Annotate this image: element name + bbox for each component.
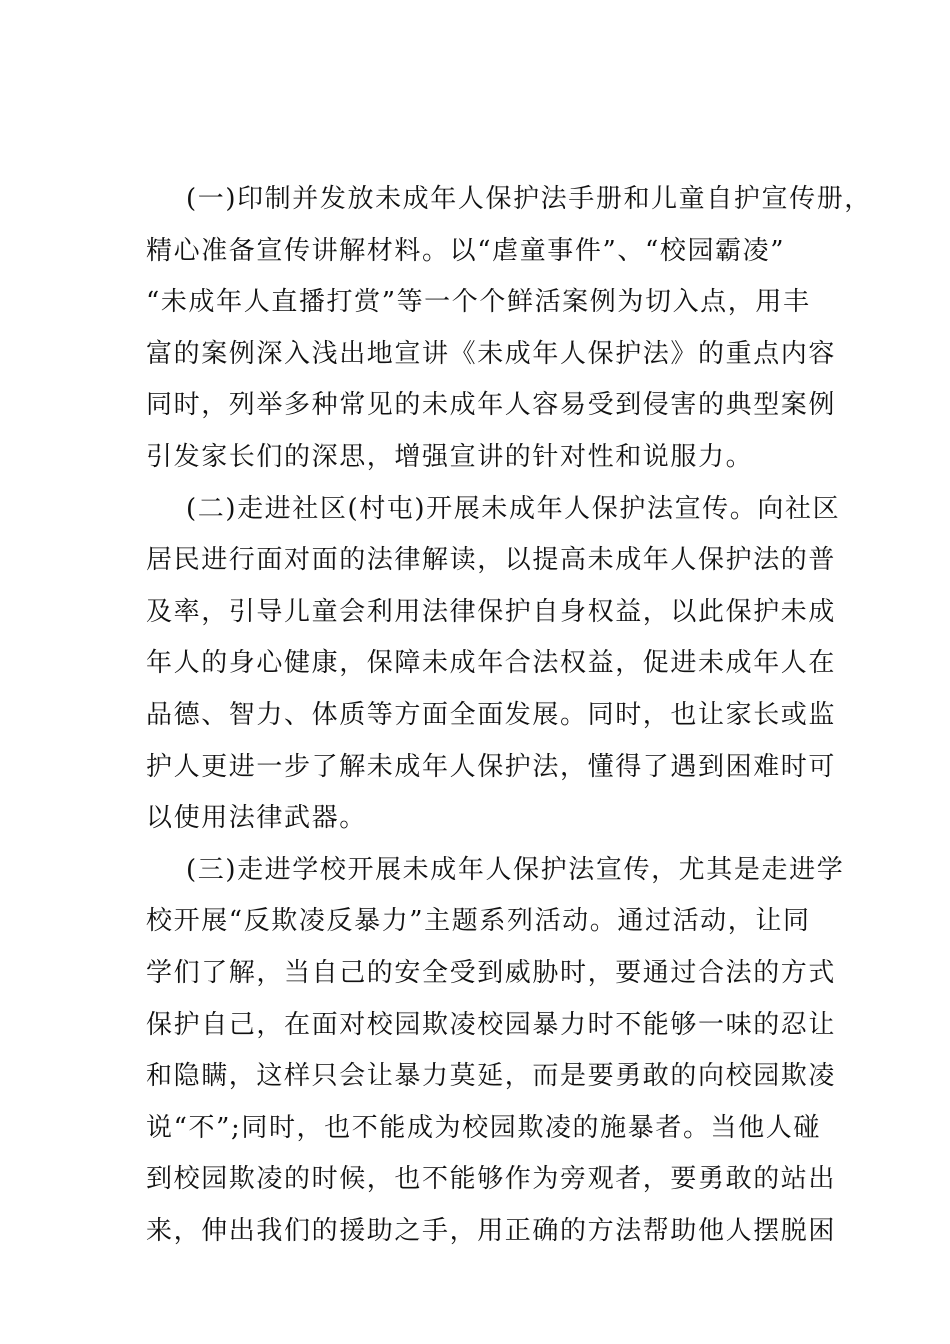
text-line: 同时，列举多种常见的未成年人容易受到侵害的典型案例 — [146, 390, 837, 421]
document-body — [146, 174, 872, 1257]
paragraph-3 — [146, 845, 845, 1258]
text-line: 精心准备宣传讲解材料。以“虐童事件”、“校园霸凌” — [146, 235, 786, 266]
text-line: 到校园欺凌的时候，也不能够作为旁观者，要勇敢的站出 — [146, 1164, 837, 1195]
text-line: “未成年人直播打赏”等一个个鲜活案例为切入点，用丰 — [146, 287, 811, 318]
text-line: 校开展“反欺凌反暴力”主题系列活动。通过活动，让同 — [146, 906, 811, 937]
text-line: 及率，引导儿童会利用法律保护自身权益，以此保护未成 — [146, 596, 837, 627]
text-line: (一)印制并发放未成年人保护法手册和儿童自护宣传册， — [186, 184, 872, 214]
paragraph-1 — [146, 174, 872, 484]
text-line: (二)走进社区(村屯)开展未成年人保护法宣传。向社区 — [186, 493, 841, 524]
paragraph-2 — [146, 484, 841, 845]
text-line: (三)走进学校开展未成年人保护法宣传，尤其是走进学 — [186, 854, 845, 885]
text-line: 富的案例深入浅出地宣讲《未成年人保护法》的重点内容 — [146, 338, 837, 369]
text-line: 引发家长们的深思，增强宣讲的针对性和说服力。 — [146, 441, 754, 472]
text-line: 保护自己，在面对校园欺凌校园暴力时不能够一味的忍让 — [146, 1009, 837, 1040]
text-line: 以使用法律武器。 — [146, 803, 367, 834]
text-line: 来，伸出我们的援助之手，用正确的方法帮助他人摆脱困 — [146, 1215, 837, 1246]
text-line: 居民进行面对面的法律解读，以提高未成年人保护法的普 — [146, 545, 837, 576]
text-line: 说“不”;同时，也不能成为校园欺凌的施暴者。当他人碰 — [146, 1112, 821, 1143]
text-line: 护人更进一步了解未成年人保护法，懂得了遇到困难时可 — [146, 751, 837, 782]
text-line: 年人的身心健康，保障未成年合法权益，促进未成年人在 — [146, 648, 837, 679]
text-line: 和隐瞒，这样只会让暴力莫延，而是要勇敢的向校园欺凌 — [146, 1061, 837, 1092]
text-line: 品德、智力、体质等方面全面发展。同时，也让家长或监 — [146, 699, 837, 730]
text-line: 学们了解，当自己的安全受到威胁时，要通过合法的方式 — [146, 957, 837, 988]
